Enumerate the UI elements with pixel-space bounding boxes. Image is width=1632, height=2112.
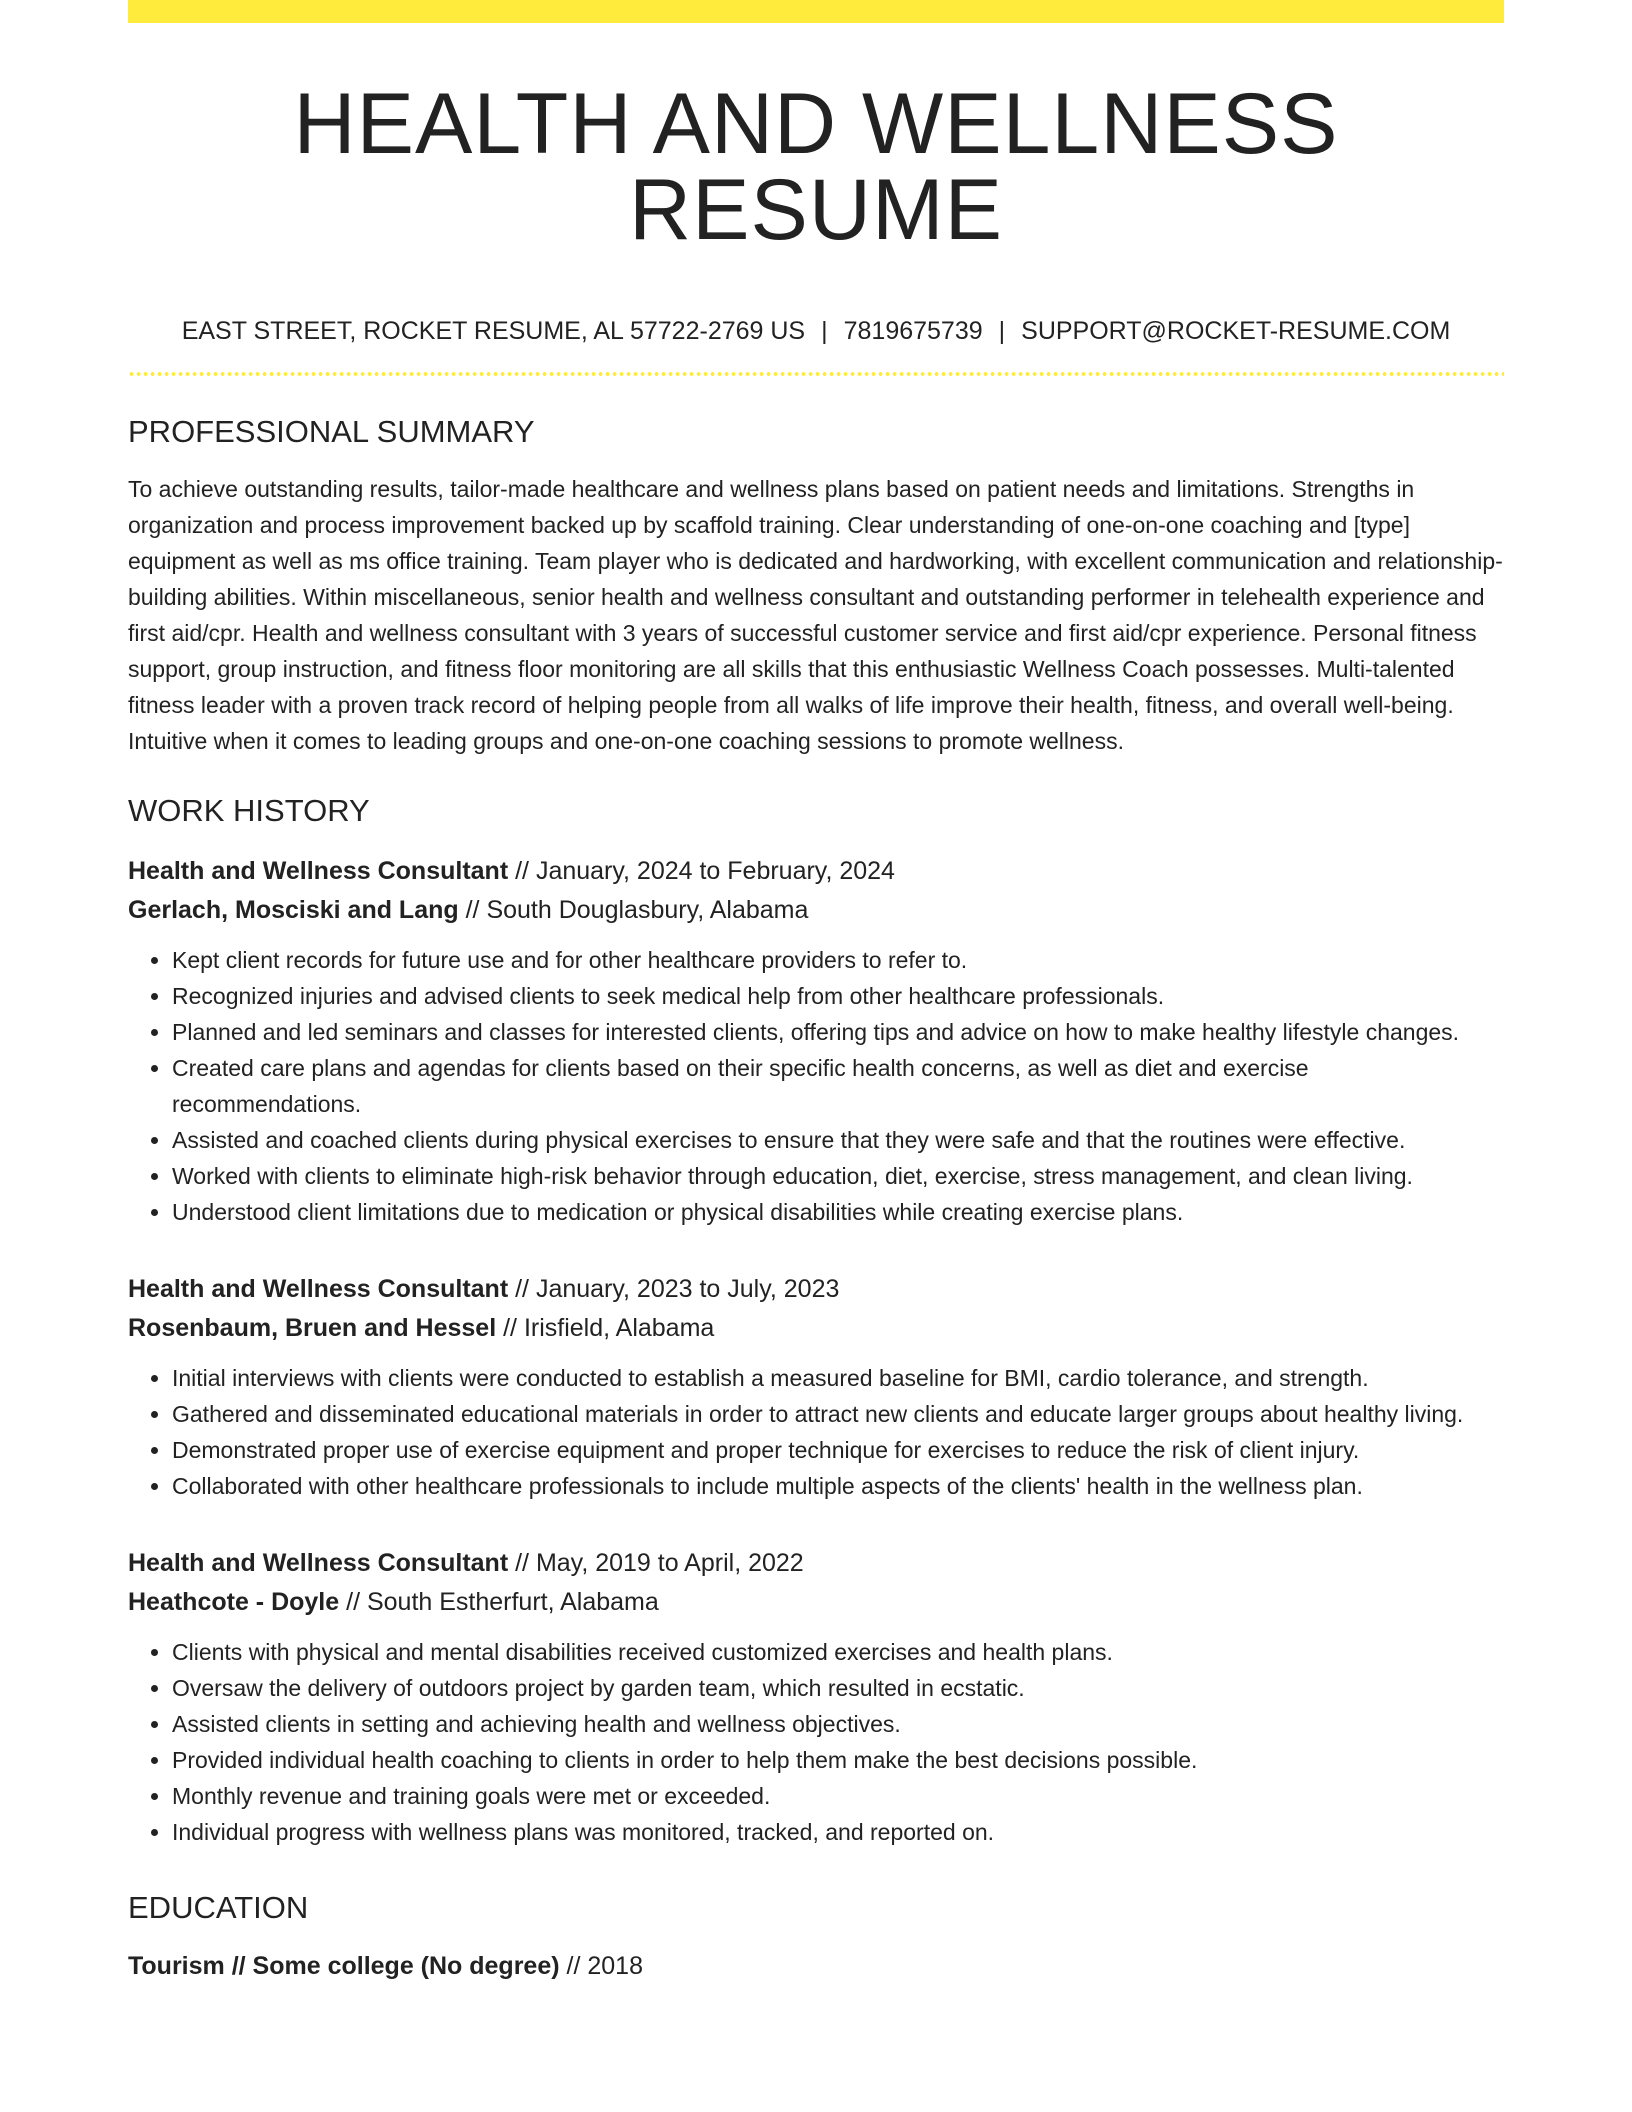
job-bullet: • Kept client records for future use and for other healthcare providers to refer to. [172,942,1504,978]
contact-address: EAST STREET, ROCKET RESUME, AL 57722-2769 US [181,317,806,345]
job-bullets [128,1360,1504,1504]
job-bullet: • Assisted clients in setting and achieving health and wellness objectives. [172,1706,1504,1742]
job-bullet: • Gathered and disseminated educational materials in order to attract new clients and educate larger groups about healthy living. [172,1396,1504,1432]
job-bullet: • Individual progress with wellness plans was monitored, tracked, and reported on. [172,1814,1504,1850]
resume-page [128,0,1504,1986]
job-title: Health and Wellness Consultant [128,1275,509,1303]
job-dates: // May, 2019 to April, 2022 [508,1549,804,1577]
contact-separator: | [998,317,1006,345]
job-dates: // January, 2024 to February, 2024 [508,857,895,885]
job-company: Rosenbaum, Bruen and Hessel [128,1314,497,1342]
job-bullet: • Planned and led seminars and classes for interested clients, offering tips and advice on how to make healthy lifestyle changes. [172,1014,1504,1050]
education-entry [128,1947,1504,1986]
job-company: Heathcote - Doyle [128,1588,340,1616]
job-location: // Irisfield, Alabama [496,1314,715,1342]
job-title: Health and Wellness Consultant [128,857,509,885]
education-heading: EDUCATION [128,1890,309,1925]
job-title: Health and Wellness Consultant [128,1549,509,1577]
contact-email: SUPPORT@ROCKET-RESUME.COM [1021,317,1451,345]
job-bullet: • Oversaw the delivery of outdoors project by garden team, which resulted in ecstatic. [172,1670,1504,1706]
job-entry [128,1270,1504,1504]
accent-bar [128,0,1504,23]
contact-line [128,319,1504,344]
job-bullets [128,1634,1504,1850]
resume-title: HEALTH AND WELLNESS RESUME [293,76,1339,258]
job-bullet: • Recognized injuries and advised clients to seek medical help from other healthcare professionals. [172,978,1504,1014]
job-bullet: • Collaborated with other healthcare professionals to include multiple aspects of the clients' health in the wellness plan. [172,1468,1504,1504]
contact-separator: | [821,317,828,345]
job-company-line [128,891,1504,930]
job-entry [128,1544,1504,1850]
job-bullets [128,942,1504,1230]
job-title-line [128,1544,1504,1583]
job-entry [128,852,1504,1230]
education-degree: Tourism // Some college (No degree) [128,1952,560,1980]
job-bullet: • Monthly revenue and training goals were met or exceeded. [172,1778,1504,1814]
job-company-line [128,1309,1504,1348]
job-title-line [128,1270,1504,1309]
summary-heading: PROFESSIONAL SUMMARY [128,414,535,449]
contact-phone: 7819675739 [843,317,983,345]
summary-text: To achieve outstanding results, tailor-made healthcare and wellness plans based on patient needs and limitations. Strengths in organization and process improvement backed up by scaffold training. Clear understanding of one-on-one coaching and [type] equipment as well as ms office training. Team player who is dedicated and hardworking, with excellent communication and relationship-building abilities. Within miscellaneous, senior health and wellness consultant and outstanding performer in telehealth experience and first aid/cpr. Health and wellness consultant with 3 years of successful customer service and first aid/cpr experience. Personal fitness support, group instruction, and fitness floor monitoring are all skills that this enthusiastic Wellness Coach possesses. Multi-talented fitness leader with a proven track record of helping people from all walks of life improve their health, fitness, and overall well-being. Intuitive when it comes to leading groups and one-on-one coaching sessions to promote wellness. [128,476,1503,754]
dotted-divider [128,372,1504,376]
job-location: // South Douglasbury, Alabama [458,896,809,924]
job-bullet: • Provided individual health coaching to clients in order to help them make the best decisions possible. [172,1742,1504,1778]
job-bullet: • Assisted and coached clients during physical exercises to ensure that they were safe and that the routines were effective. [172,1122,1504,1158]
job-bullet: • Worked with clients to eliminate high-risk behavior through education, diet, exercise, stress management, and clean living. [172,1158,1504,1194]
job-bullet: • Understood client limitations due to medication or physical disabilities while creating exercise plans. [172,1194,1504,1230]
work-history-heading: WORK HISTORY [128,793,370,828]
education-year: // 2018 [559,1952,643,1980]
job-dates: // January, 2023 to July, 2023 [508,1275,840,1303]
job-bullet: • Initial interviews with clients were conducted to establish a measured baseline for BMI, cardio tolerance, and strength. [172,1360,1504,1396]
job-company-line [128,1583,1504,1622]
job-bullet: • Created care plans and agendas for clients based on their specific health concerns, as well as diet and exercise recommendations. [172,1050,1504,1122]
job-location: // South Estherfurt, Alabama [339,1588,659,1616]
job-bullet: • Demonstrated proper use of exercise equipment and proper technique for exercises to reduce the risk of client injury. [172,1432,1504,1468]
job-company: Gerlach, Mosciski and Lang [128,896,459,924]
job-bullet: • Clients with physical and mental disabilities received customized exercises and health plans. [172,1634,1504,1670]
job-title-line [128,852,1504,891]
